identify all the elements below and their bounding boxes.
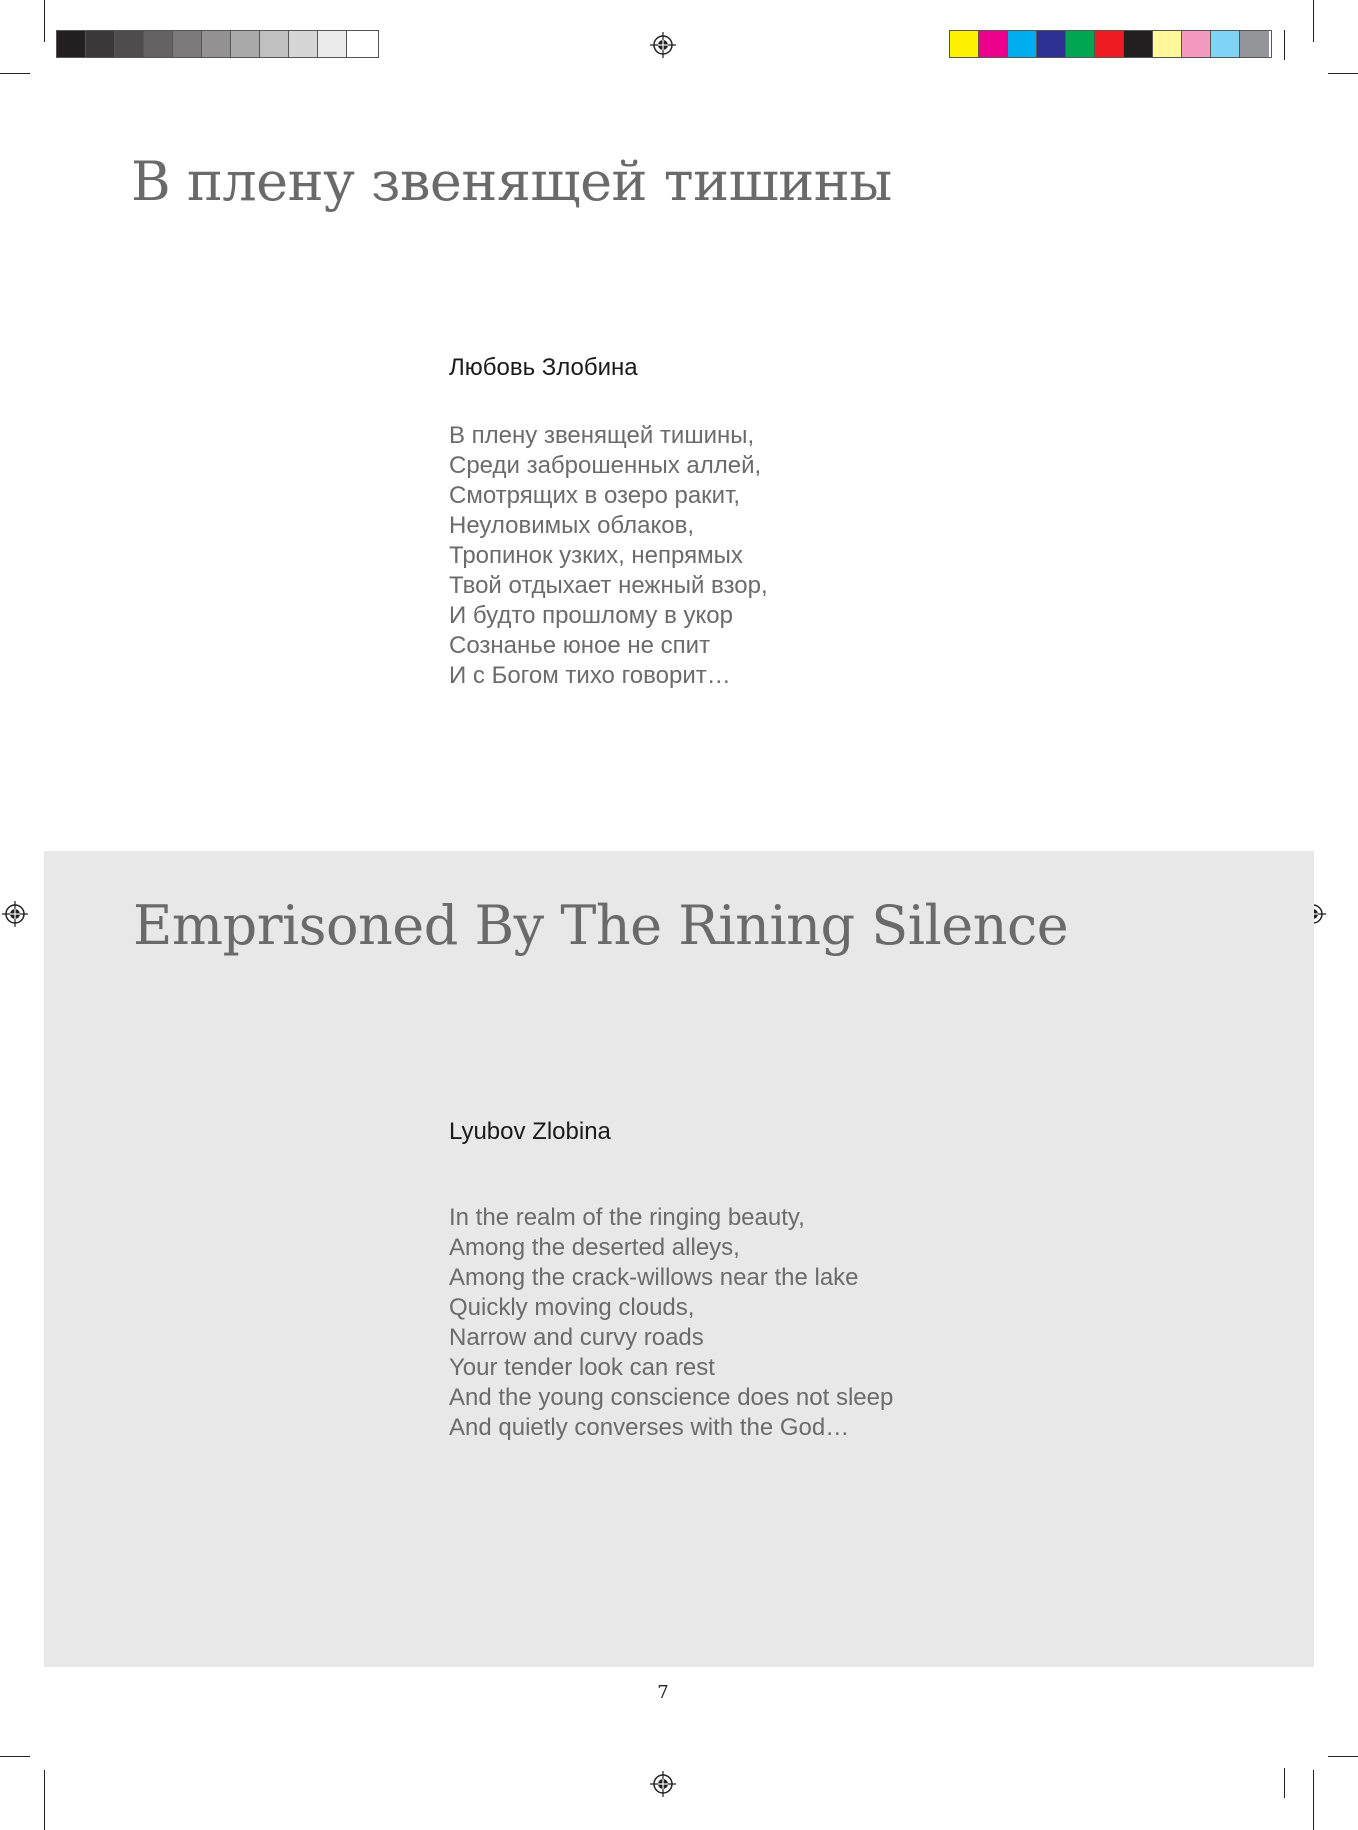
registration-mark-icon bbox=[650, 32, 676, 58]
grayscale-color-bar bbox=[56, 30, 379, 58]
russian-poem-title: В плену звенящей тишины bbox=[131, 150, 892, 213]
color-swatch bbox=[86, 31, 115, 57]
registration-mark-icon bbox=[2, 901, 28, 927]
poem-line: В плену звенящей тишины, bbox=[449, 422, 755, 449]
poem-line: Your tender look can rest bbox=[449, 1354, 715, 1381]
color-swatch bbox=[1124, 31, 1153, 57]
poem-line: Quickly moving clouds, bbox=[449, 1294, 695, 1321]
poem-line: Сознанье юное не спит bbox=[449, 632, 711, 659]
color-swatch bbox=[1211, 31, 1240, 57]
color-swatch bbox=[289, 31, 318, 57]
color-swatch bbox=[1066, 31, 1095, 57]
color-swatch bbox=[979, 31, 1008, 57]
color-swatch bbox=[1037, 31, 1066, 57]
poem-line: And quietly converses with the God… bbox=[449, 1414, 850, 1441]
poem-line: Among the deserted alleys, bbox=[449, 1234, 740, 1261]
color-swatch bbox=[202, 31, 231, 57]
color-swatch bbox=[318, 31, 347, 57]
color-swatch bbox=[1008, 31, 1037, 57]
color-swatch bbox=[231, 31, 260, 57]
poem-line: And the young conscience does not sleep bbox=[449, 1384, 894, 1411]
poem-line: Твой отдыхает нежный взор, bbox=[449, 572, 768, 599]
crop-mark bbox=[44, 1770, 45, 1830]
crop-mark bbox=[1313, 1770, 1314, 1830]
crop-mark bbox=[1328, 1756, 1358, 1757]
poem-line: Среди заброшенных аллей, bbox=[449, 452, 762, 479]
english-poem-body bbox=[449, 1203, 893, 1443]
poem-line: Among the crack-willows near the lake bbox=[449, 1264, 859, 1291]
poem-line: Неуловимых облаков, bbox=[449, 512, 694, 539]
english-poem-title: Emprisoned By The Rining Silence bbox=[133, 894, 1069, 957]
crop-mark bbox=[0, 1756, 30, 1757]
poem-line: Смотрящих в озеро ракит, bbox=[449, 482, 741, 509]
color-swatch bbox=[57, 31, 86, 57]
crop-mark bbox=[1284, 1768, 1285, 1798]
color-swatch bbox=[347, 31, 376, 57]
russian-author-name: Любовь Злобина bbox=[449, 354, 638, 381]
crop-mark bbox=[44, 0, 45, 42]
russian-poem-body bbox=[449, 421, 768, 691]
color-swatch bbox=[1095, 31, 1124, 57]
color-swatch bbox=[1153, 31, 1182, 57]
crop-mark bbox=[1328, 73, 1358, 74]
color-swatch bbox=[144, 31, 173, 57]
color-swatch bbox=[115, 31, 144, 57]
registration-mark-icon bbox=[650, 1771, 676, 1797]
poem-line: И будто прошлому в укор bbox=[449, 602, 733, 629]
color-swatch bbox=[260, 31, 289, 57]
crop-mark bbox=[1313, 0, 1314, 42]
color-swatch bbox=[173, 31, 202, 57]
poem-line: In the realm of the ringing beauty, bbox=[449, 1204, 805, 1231]
crop-mark bbox=[1284, 30, 1285, 60]
color-swatch bbox=[1240, 31, 1269, 57]
poem-line: И с Богом тихо говорит… bbox=[449, 662, 731, 689]
poem-line: Тропинок узких, непрямых bbox=[449, 542, 743, 569]
english-author-name: Lyubov Zlobina bbox=[449, 1118, 611, 1145]
crop-mark bbox=[0, 73, 30, 74]
poem-line: Narrow and curvy roads bbox=[449, 1324, 704, 1351]
color-swatch bbox=[950, 31, 979, 57]
page-number: 7 bbox=[657, 1682, 669, 1703]
cmyk-color-bar bbox=[949, 30, 1272, 58]
color-swatch bbox=[1182, 31, 1211, 57]
